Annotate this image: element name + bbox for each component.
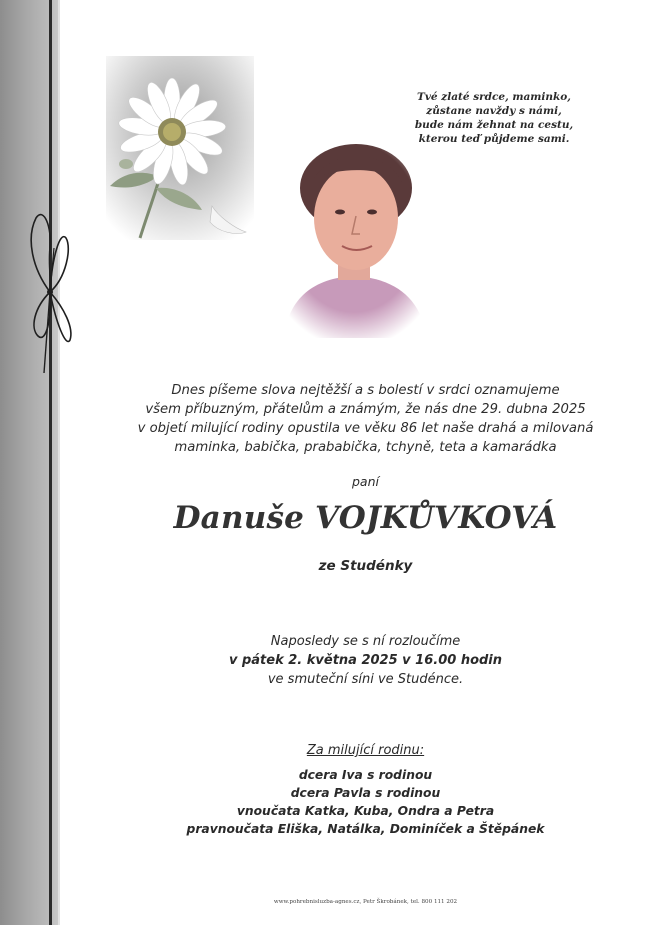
family-members: [60, 766, 671, 838]
quote-line: zůstane navždy s námi,: [426, 105, 562, 117]
deceased-name: Danuše VOJKŮVKOVÁ: [173, 500, 558, 536]
farewell-line: Naposledy se s ní rozloučíme: [270, 634, 461, 649]
deceased-origin: ze Studénky: [318, 558, 413, 574]
honorific: paní: [352, 474, 379, 489]
memorial-quote: [404, 90, 584, 146]
quote-line: bude nám žehnat na cestu,: [414, 119, 574, 131]
announcement-line: maminka, babička, prababička, tchyně, teta a kamarádka: [174, 440, 557, 455]
farewell-datetime: v pátek 2. května 2025 v 16.00 hodin: [228, 653, 503, 668]
portrait-photo: [274, 138, 434, 338]
family-member: dcera Iva s rodinou: [298, 768, 433, 782]
decorative-black-line: [49, 0, 52, 925]
quote-line: Tvé zlaté srdce, maminko,: [417, 91, 571, 103]
announcement-text: [60, 381, 671, 457]
announcement-line: Dnes píšeme slova nejtěžší a s bolestí v srdci oznamujeme: [171, 383, 560, 398]
farewell-info: [60, 632, 671, 689]
farewell-place: ve smuteční síni ve Studénce.: [267, 672, 464, 687]
ribbon-bow-icon: [22, 208, 78, 378]
family-member: pravnoučata Eliška, Natálka, Dominíček a Štěpánek: [186, 822, 545, 836]
family-member: vnoučata Katka, Kuba, Ondra a Petra: [236, 804, 495, 818]
funeral-service-footer: www.pohrebnisluzba-agnes.cz, Petr Škrobánek, tel. 800 111 202: [273, 899, 458, 905]
family-member: dcera Pavla s rodinou: [290, 786, 441, 800]
daisy-flower-image: [106, 56, 254, 240]
family-heading: Za milující rodinu:: [306, 743, 425, 758]
quote-line: kterou teď půjdeme sami.: [418, 133, 570, 145]
announcement-line: v objetí milující rodiny opustila ve věku 86 let naše drahá a milovaná: [137, 421, 594, 436]
announcement-line: všem příbuzným, přátelům a známým, že nás dne 29. dubna 2025: [145, 402, 586, 417]
